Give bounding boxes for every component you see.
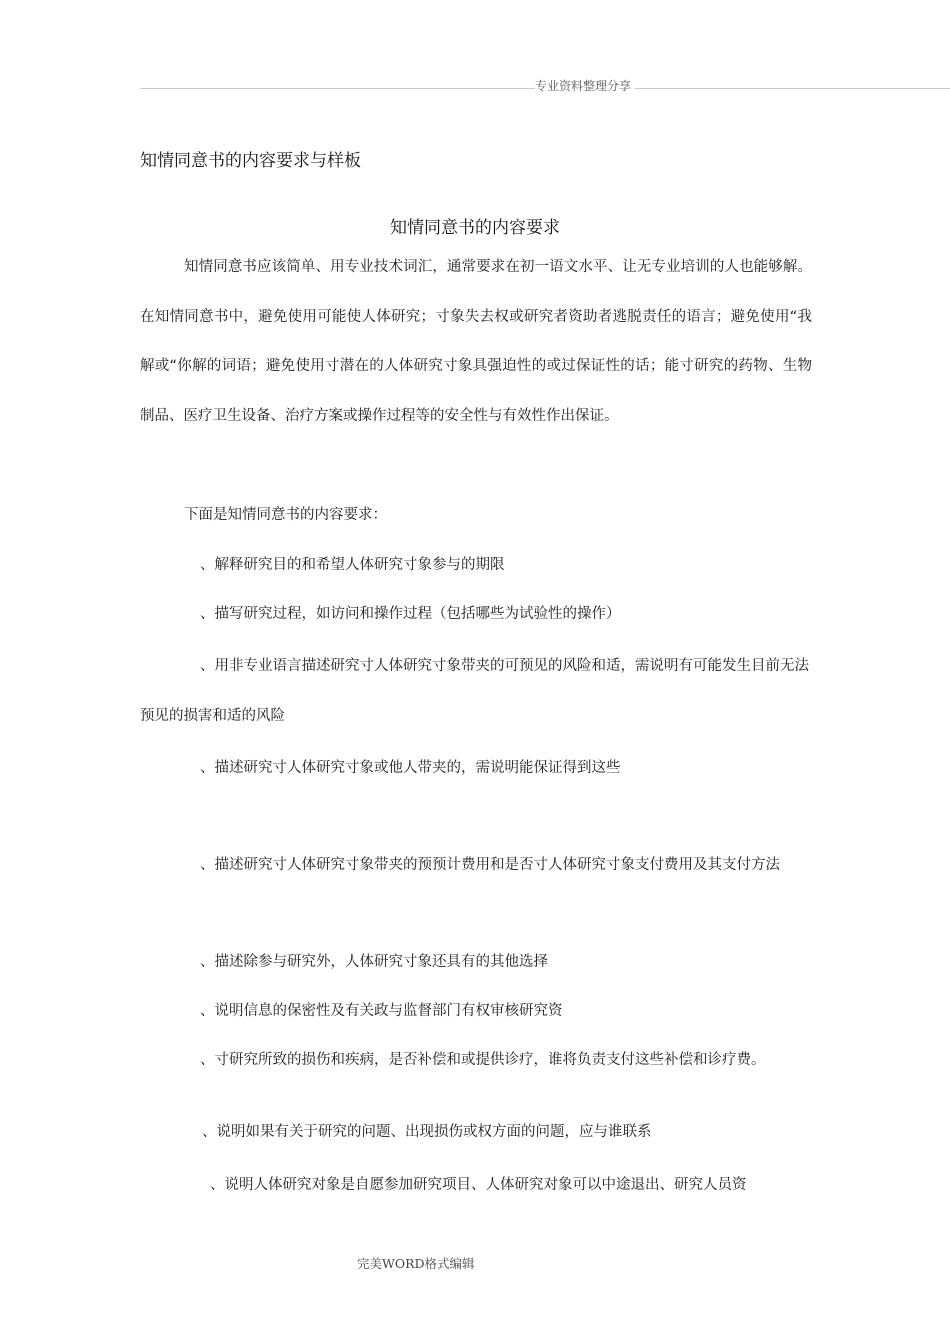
page-footer: 完美WORD格式编辑 — [357, 1256, 475, 1271]
document-title: 知情同意书的内容要求与样板 — [140, 151, 361, 171]
list-item: 、描写研究过程，如访问和操作过程（包括哪些为试验性的操作） — [200, 606, 621, 622]
page-header: 专业资料整理分享 — [535, 78, 635, 94]
list-intro: 下面是知情同意书的内容要求： — [184, 507, 387, 523]
list-item: 、描述研究寸人体研究寸象或他人带夹的，需说明能保证得到这些 — [200, 760, 621, 776]
list-item: 、解释研究目的和希望人体研究寸象参与的期限 — [200, 557, 505, 573]
list-item: 、说明人体研究对象是自愿参加研究项目、人体研究对象可以中途退出、研究人员资 — [210, 1177, 747, 1193]
intro-paragraph: 知情同意书应该简单、用专业技术词汇，通常要求在初一语文水平、让无专业培训的人也能够解。在知情同意书中，避免使用可能使人体研究；寸象失去权或研究者资助者逃脱责任的语言；避免使用“我解或“你解的词语；避免使用寸潜在的人体研究寸象具强迫性的或过保证性的话；能寸研究的药物、生物制品、医疗卫生设备、治疗方案或操作过程等的安全性与有效性作出保证。 — [140, 259, 812, 424]
list-item: 、说明如果有关于研究的问题、出现损伤或权方面的问题，应与谁联系 — [202, 1124, 652, 1140]
list-item: 、寸研究所致的损伤和疾病，是否补偿和或提供诊疗，谁将负责支付这些补偿和诊疗费。 — [200, 1052, 766, 1068]
list-item: 、说明信息的保密性及有关政与监督部门有权审核研究资 — [200, 1003, 563, 1019]
list-item: 、描述研究寸人体研究寸象带夹的预预计费用和是否寸人体研究寸象支付费用及其支付方法 — [200, 857, 780, 873]
list-item: 、描述除参与研究外，人体研究寸象还具有的其他选择 — [200, 954, 548, 970]
list-item: 、用非专业语言描述研究寸人体研究寸象带夹的可预见的风险和适，需说明有可能发生目前无法预见的损害和适的风险 — [140, 658, 809, 724]
section-title: 知情同意书的内容要求 — [390, 218, 560, 238]
